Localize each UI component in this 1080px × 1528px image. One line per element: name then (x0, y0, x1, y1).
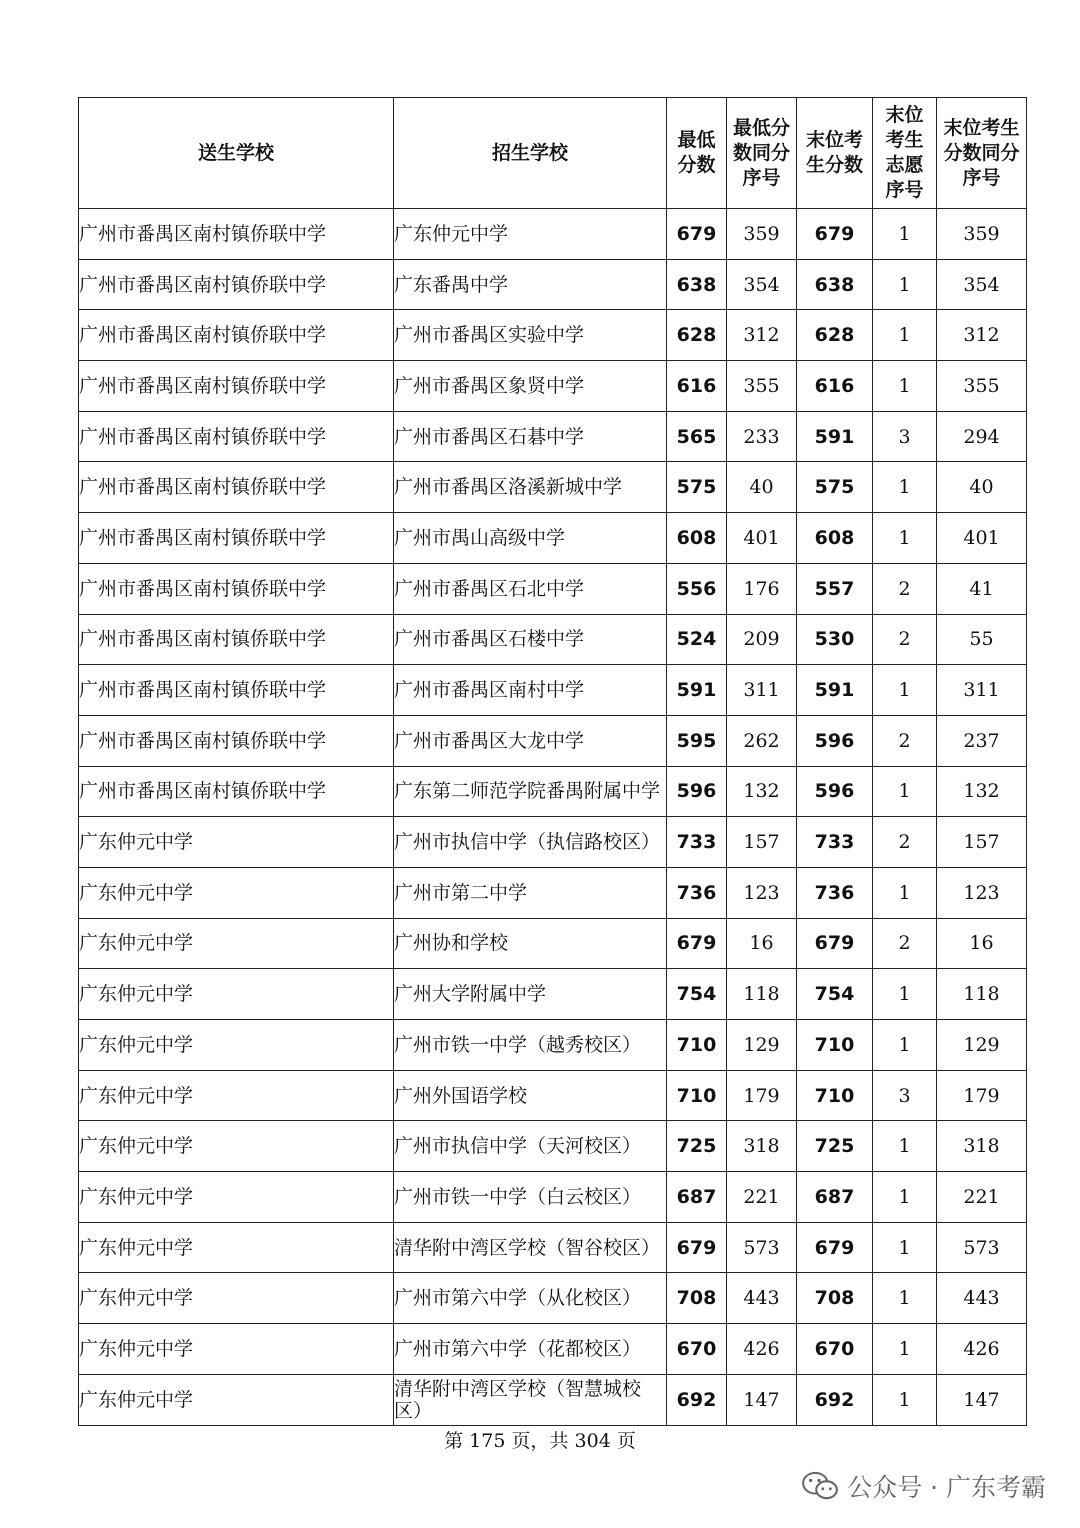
cell-min-score: 754 (667, 969, 727, 1020)
cell-last-score: 575 (797, 462, 873, 513)
cell-min-score-seq: 312 (727, 310, 797, 361)
table-row (79, 766, 1027, 817)
cell-last-volunteer-seq: 1 (873, 1273, 937, 1324)
cell-min-score-seq: 573 (727, 1222, 797, 1273)
cell-last-score-seq: 118 (937, 969, 1027, 1020)
cell-min-score: 595 (667, 715, 727, 766)
cell-min-score-seq: 318 (727, 1121, 797, 1172)
cell-last-score: 679 (797, 918, 873, 969)
cell-last-score: 754 (797, 969, 873, 1020)
cell-last-score: 608 (797, 513, 873, 564)
cell-last-score-seq: 221 (937, 1172, 1027, 1223)
cell-sending-school: 广东仲元中学 (79, 1070, 394, 1121)
cell-min-score-seq: 233 (727, 411, 797, 462)
cell-last-score: 628 (797, 310, 873, 361)
cell-admitting-school: 清华附中湾区学校（智谷校区） (394, 1222, 667, 1273)
cell-sending-school: 广州市番禺区南村镇侨联中学 (79, 462, 394, 513)
header-sending-school: 送生学校 (79, 98, 394, 209)
cell-min-score-seq: 118 (727, 969, 797, 1020)
cell-last-score: 710 (797, 1070, 873, 1121)
cell-last-volunteer-seq: 1 (873, 969, 937, 1020)
watermark (801, 1468, 1046, 1504)
cell-min-score-seq: 147 (727, 1374, 797, 1425)
table-row (79, 867, 1027, 918)
cell-min-score-seq: 157 (727, 817, 797, 868)
cell-last-volunteer-seq: 1 (873, 1374, 937, 1425)
table-row (79, 817, 1027, 868)
header-min-score: 最低分数 (667, 98, 727, 209)
cell-sending-school: 广东仲元中学 (79, 1374, 394, 1425)
cell-last-score-seq: 355 (937, 361, 1027, 412)
cell-last-score: 591 (797, 665, 873, 716)
cell-admitting-school: 广州市番禺区石北中学 (394, 563, 667, 614)
cell-last-volunteer-seq: 1 (873, 1222, 937, 1273)
cell-admitting-school: 广州市执信中学（天河校区） (394, 1121, 667, 1172)
cell-min-score-seq: 40 (727, 462, 797, 513)
cell-min-score-seq: 16 (727, 918, 797, 969)
cell-last-score-seq: 401 (937, 513, 1027, 564)
header-min-score-seq: 最低分数同分序号 (727, 98, 797, 209)
cell-min-score: 679 (667, 918, 727, 969)
cell-last-score-seq: 354 (937, 259, 1027, 310)
header-admitting-school: 招生学校 (394, 98, 667, 209)
cell-admitting-school: 广州市番禺区洛溪新城中学 (394, 462, 667, 513)
cell-admitting-school: 广州市番禺区象贤中学 (394, 361, 667, 412)
cell-sending-school: 广州市番禺区南村镇侨联中学 (79, 361, 394, 412)
table-row (79, 1374, 1027, 1425)
table-row (79, 1222, 1027, 1273)
cell-sending-school: 广东仲元中学 (79, 1222, 394, 1273)
cell-min-score: 670 (667, 1324, 727, 1375)
cell-sending-school: 广州市番禺区南村镇侨联中学 (79, 766, 394, 817)
cell-admitting-school: 清华附中湾区学校（智慧城校区） (394, 1374, 667, 1425)
cell-last-volunteer-seq: 2 (873, 817, 937, 868)
cell-last-score-seq: 129 (937, 1020, 1027, 1071)
cell-last-volunteer-seq: 1 (873, 259, 937, 310)
header-last-score: 末位考生分数 (797, 98, 873, 209)
cell-sending-school: 广东仲元中学 (79, 1324, 394, 1375)
cell-last-score-seq: 55 (937, 614, 1027, 665)
cell-min-score-seq: 426 (727, 1324, 797, 1375)
table-body (79, 209, 1027, 1426)
cell-min-score: 733 (667, 817, 727, 868)
cell-last-score: 710 (797, 1020, 873, 1071)
cell-sending-school: 广州市番禺区南村镇侨联中学 (79, 563, 394, 614)
cell-last-score-seq: 237 (937, 715, 1027, 766)
cell-admitting-school: 广东第二师范学院番禺附属中学 (394, 766, 667, 817)
cell-last-volunteer-seq: 1 (873, 209, 937, 260)
cell-last-score-seq: 41 (937, 563, 1027, 614)
cell-last-volunteer-seq: 2 (873, 918, 937, 969)
cell-last-score-seq: 294 (937, 411, 1027, 462)
cell-admitting-school: 广州外国语学校 (394, 1070, 667, 1121)
cell-admitting-school: 广州大学附属中学 (394, 969, 667, 1020)
cell-last-score: 591 (797, 411, 873, 462)
cell-last-score: 679 (797, 209, 873, 260)
cell-sending-school: 广州市番禺区南村镇侨联中学 (79, 513, 394, 564)
cell-admitting-school: 广州市禺山高级中学 (394, 513, 667, 564)
cell-last-score-seq: 147 (937, 1374, 1027, 1425)
cell-sending-school: 广东仲元中学 (79, 867, 394, 918)
cell-min-score: 736 (667, 867, 727, 918)
table-row (79, 310, 1027, 361)
cell-sending-school: 广东仲元中学 (79, 1172, 394, 1223)
cell-min-score-seq: 221 (727, 1172, 797, 1223)
cell-admitting-school: 广东仲元中学 (394, 209, 667, 260)
cell-last-score-seq: 426 (937, 1324, 1027, 1375)
cell-last-volunteer-seq: 1 (873, 1020, 937, 1071)
wechat-icon (801, 1471, 839, 1501)
cell-last-score: 616 (797, 361, 873, 412)
cell-last-score: 557 (797, 563, 873, 614)
cell-min-score-seq: 354 (727, 259, 797, 310)
cell-sending-school: 广东仲元中学 (79, 1273, 394, 1324)
table-row (79, 715, 1027, 766)
table-row (79, 614, 1027, 665)
cell-min-score-seq: 176 (727, 563, 797, 614)
cell-last-volunteer-seq: 2 (873, 614, 937, 665)
cell-last-volunteer-seq: 1 (873, 1172, 937, 1223)
cell-sending-school: 广东仲元中学 (79, 1121, 394, 1172)
cell-admitting-school: 广州市铁一中学（越秀校区） (394, 1020, 667, 1071)
cell-last-score: 725 (797, 1121, 873, 1172)
cell-admitting-school: 广东番禺中学 (394, 259, 667, 310)
table-header (79, 98, 1027, 209)
cell-last-volunteer-seq: 1 (873, 310, 937, 361)
cell-last-score: 687 (797, 1172, 873, 1223)
cell-min-score: 679 (667, 209, 727, 260)
cell-min-score-seq: 262 (727, 715, 797, 766)
cell-min-score: 638 (667, 259, 727, 310)
table-row (79, 462, 1027, 513)
cell-sending-school: 广州市番禺区南村镇侨联中学 (79, 665, 394, 716)
cell-admitting-school: 广州市第二中学 (394, 867, 667, 918)
cell-last-score-seq: 179 (937, 1070, 1027, 1121)
cell-last-score: 733 (797, 817, 873, 868)
table-row (79, 918, 1027, 969)
cell-last-volunteer-seq: 1 (873, 1121, 937, 1172)
cell-sending-school: 广州市番禺区南村镇侨联中学 (79, 310, 394, 361)
cell-last-volunteer-seq: 1 (873, 513, 937, 564)
cell-last-score: 692 (797, 1374, 873, 1425)
cell-last-score-seq: 312 (937, 310, 1027, 361)
table-row (79, 411, 1027, 462)
cell-min-score: 708 (667, 1273, 727, 1324)
watermark-text: 公众号 · 广东考霸 (847, 1473, 1046, 1502)
cell-admitting-school: 广州市番禺区大龙中学 (394, 715, 667, 766)
cell-min-score-seq: 359 (727, 209, 797, 260)
cell-sending-school: 广州市番禺区南村镇侨联中学 (79, 715, 394, 766)
cell-last-volunteer-seq: 1 (873, 867, 937, 918)
cell-sending-school: 广东仲元中学 (79, 1020, 394, 1071)
cell-sending-school: 广东仲元中学 (79, 918, 394, 969)
table-row (79, 1121, 1027, 1172)
cell-last-score-seq: 123 (937, 867, 1027, 918)
cell-admitting-school: 广州市第六中学（从化校区） (394, 1273, 667, 1324)
cell-min-score-seq: 123 (727, 867, 797, 918)
cell-sending-school: 广东仲元中学 (79, 969, 394, 1020)
cell-min-score-seq: 443 (727, 1273, 797, 1324)
cell-last-score-seq: 157 (937, 817, 1027, 868)
cell-admitting-school: 广州市铁一中学（白云校区） (394, 1172, 667, 1223)
cell-admitting-school: 广州市番禺区石楼中学 (394, 614, 667, 665)
cell-min-score: 608 (667, 513, 727, 564)
cell-min-score-seq: 401 (727, 513, 797, 564)
cell-min-score: 524 (667, 614, 727, 665)
cell-last-score: 530 (797, 614, 873, 665)
cell-min-score-seq: 355 (727, 361, 797, 412)
cell-last-score: 679 (797, 1222, 873, 1273)
cell-last-score-seq: 318 (937, 1121, 1027, 1172)
table-row (79, 513, 1027, 564)
cell-last-volunteer-seq: 1 (873, 1324, 937, 1375)
cell-sending-school: 广州市番禺区南村镇侨联中学 (79, 209, 394, 260)
cell-last-score: 596 (797, 766, 873, 817)
cell-min-score: 692 (667, 1374, 727, 1425)
cell-sending-school: 广东仲元中学 (79, 817, 394, 868)
cell-admitting-school: 广州市番禺区实验中学 (394, 310, 667, 361)
cell-last-score: 708 (797, 1273, 873, 1324)
cell-min-score: 596 (667, 766, 727, 817)
cell-last-volunteer-seq: 1 (873, 462, 937, 513)
table-row (79, 209, 1027, 260)
cell-sending-school: 广州市番禺区南村镇侨联中学 (79, 411, 394, 462)
cell-min-score: 565 (667, 411, 727, 462)
cell-min-score-seq: 129 (727, 1020, 797, 1071)
table-row (79, 361, 1027, 412)
cell-min-score: 616 (667, 361, 727, 412)
cell-last-volunteer-seq: 2 (873, 563, 937, 614)
cell-last-score-seq: 132 (937, 766, 1027, 817)
cell-min-score-seq: 179 (727, 1070, 797, 1121)
cell-last-score-seq: 40 (937, 462, 1027, 513)
cell-sending-school: 广州市番禺区南村镇侨联中学 (79, 614, 394, 665)
cell-last-score-seq: 359 (937, 209, 1027, 260)
cell-min-score: 710 (667, 1020, 727, 1071)
cell-admitting-school: 广州市番禺区石碁中学 (394, 411, 667, 462)
table-row (79, 1324, 1027, 1375)
cell-last-volunteer-seq: 2 (873, 715, 937, 766)
cell-min-score: 628 (667, 310, 727, 361)
cell-last-score: 638 (797, 259, 873, 310)
cell-min-score: 679 (667, 1222, 727, 1273)
cell-admitting-school: 广州市第六中学（花都校区） (394, 1324, 667, 1375)
cell-admitting-school: 广州市执信中学（执信路校区） (394, 817, 667, 868)
admission-table (78, 97, 1027, 1426)
table-row (79, 1273, 1027, 1324)
cell-last-score-seq: 16 (937, 918, 1027, 969)
page-number: 第 175 页，共 304 页 (444, 1430, 636, 1452)
cell-last-score-seq: 443 (937, 1273, 1027, 1324)
cell-last-score: 596 (797, 715, 873, 766)
cell-min-score: 710 (667, 1070, 727, 1121)
cell-min-score-seq: 132 (727, 766, 797, 817)
cell-last-volunteer-seq: 1 (873, 361, 937, 412)
cell-min-score: 575 (667, 462, 727, 513)
cell-min-score: 687 (667, 1172, 727, 1223)
cell-admitting-school: 广州协和学校 (394, 918, 667, 969)
cell-last-volunteer-seq: 1 (873, 766, 937, 817)
header-last-volunteer-seq: 末位考生志愿序号 (873, 98, 937, 209)
cell-min-score-seq: 209 (727, 614, 797, 665)
table-row (79, 1172, 1027, 1223)
cell-min-score: 725 (667, 1121, 727, 1172)
cell-min-score: 556 (667, 563, 727, 614)
cell-last-score-seq: 573 (937, 1222, 1027, 1273)
cell-min-score-seq: 311 (727, 665, 797, 716)
table-row (79, 969, 1027, 1020)
cell-last-score-seq: 311 (937, 665, 1027, 716)
cell-min-score: 591 (667, 665, 727, 716)
cell-last-volunteer-seq: 1 (873, 665, 937, 716)
table-row (79, 1070, 1027, 1121)
cell-last-volunteer-seq: 3 (873, 411, 937, 462)
cell-sending-school: 广州市番禺区南村镇侨联中学 (79, 259, 394, 310)
cell-last-score: 736 (797, 867, 873, 918)
table-row (79, 665, 1027, 716)
cell-last-score: 670 (797, 1324, 873, 1375)
table-row (79, 1020, 1027, 1071)
table-row (79, 563, 1027, 614)
cell-admitting-school: 广州市番禺区南村中学 (394, 665, 667, 716)
table-row (79, 259, 1027, 310)
cell-last-volunteer-seq: 3 (873, 1070, 937, 1121)
header-last-score-seq: 末位考生分数同分序号 (937, 98, 1027, 209)
